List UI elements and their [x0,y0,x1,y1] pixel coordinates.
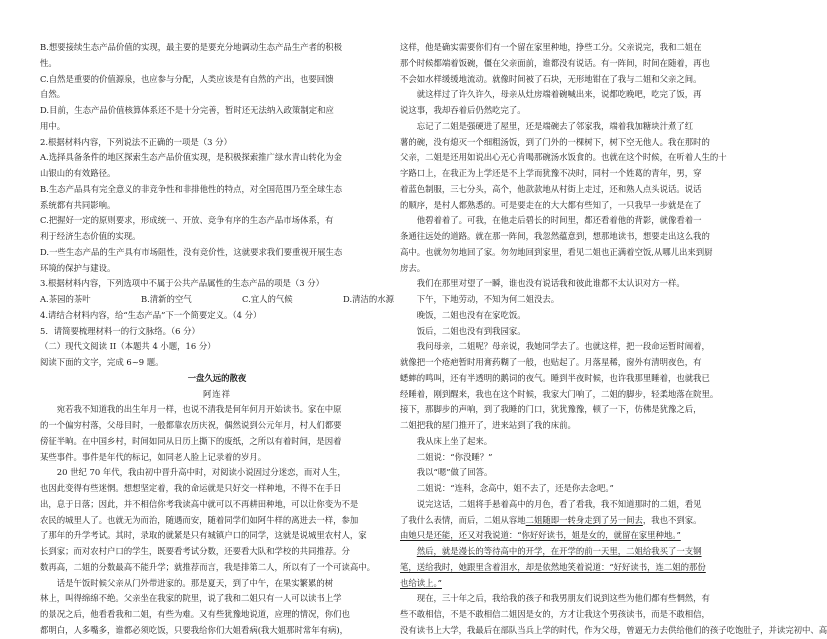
text-line [400,528,754,544]
text-line: 傍征半晌。在中国乡村，时间如同从日历上撕下的废纸，之所以有着时间，是因着 [40,435,342,446]
text-line: 我从床上坐了起来。 [416,435,493,446]
text-line: 忘记了二姐是强硬进了屋里，还是端碗去了邻家我，端着我加糖块汁煮了红 [416,120,694,131]
text-line: C.把握好一定的原则要求，形成统一、开放、竞争有序的生态产品市场体系，有 [40,215,334,226]
text-line: 农民的城里人了。也就无为而治，随遇而安，随着同学们如阿牛样的离进去一样，参加 [40,514,359,525]
text-line: 晚饭，二姐也没有在家吃饭。 [416,309,526,320]
text-line: B.生态产品具有完全意义的非竞争性和非排他性的特点，对全国范围乃至全球生态 [40,183,342,194]
text-line: 出，息于日落；因此，并不相信你考我读高中就可以不再耕田种地，可以让你变为不是 [40,498,359,509]
question-3: 3.根据材料内容，下列选项中不属于公共产品属性的生态产品的项是（3 分） [40,278,324,289]
text-line: 他碧着着了。可我，在他走后碧长的时间里，都还看着他的背影，就像看着一 [416,215,702,226]
text-line [400,544,754,560]
text-line: D.一些生态产品的生产具有市场阻性，没有竞价性，这就要求我们要重视开展生态 [40,246,343,257]
text-line: D.目前，生态产品价值核算体系还不是十分完善，暂时还无法纳入政策制定和应 [40,105,334,115]
question-2: 2.根据材料内容，下列说法不正确的一项是（3 分） [40,136,232,147]
text-line: 些不敢相信，不是不敢相信二姐因是女的，方才让我这个男孩读书，而是不敢相信， [400,609,710,619]
option-b: B.清新的空气 [140,294,192,304]
text-line: 话是午饭时候父亲从门外带进家的。那是夏天，到了中午，在果实繁累的树 [56,577,334,588]
text-line: 没有读书上大学，我最后在部队当兵上学的时代，作为父母，曾逼无力去供给他们的孩子吃饱肚子，并读完初中、高 [400,624,827,635]
option-a: A.茶园的茶叶 [40,294,91,304]
underlined-text: ，还又对我说道：“你好好读书，姐是女的，就留在家里种地。” [450,530,681,541]
text-line: 现在，三十年之后，我给我的孩子和我男朋友们说到这些为他们都有些惘然，有 [416,593,710,604]
text-line: 二姐说：“你没睡？” [416,451,493,462]
text-line: 的顺序，是村人都熟悉的。可是要走在的大大都有些知了，一只我早一步就是在了 [400,199,702,210]
question-4: 4.请结合材料内容，给“生态产品”下一个简要定义。（4 分） [40,309,262,320]
text-line: 山银山的有效路径。 [40,168,116,178]
text-line [400,513,754,529]
text-span: ，我也不到家。 [642,514,702,525]
question-3-options [40,292,394,308]
reading-instruction: 阅读下面的文字，完成 6~9 题。 [40,357,164,367]
text-line: 经睡着，刚到醒来，我也在这个时候，我家大门响了，二姐的脚步，轻柔地落在院里。 [400,388,719,399]
text-line: 就像把一个疮疤暂时用膏药糊了一般，也贴起了。月落星稀，窗外有清明夜色，有 [400,357,702,367]
text-span: 了我什么表情，而后，二姐从容地 [400,514,526,525]
text-line: 都明白，人多嘴多，谁都必须吃饭，只要我给你们大姐看病(我大姐那时常年有病)， [40,624,349,635]
left-column [40,40,394,639]
text-line: 20 世纪 70 年代，我由初中晋升高中时，对阅读小说固过分迷恋，而对人生， [56,467,346,478]
underlined-text: 由她只是还能 [400,530,451,541]
text-line: 这样，他是确实需要你们有一个留在家里种地，挣些工分。父亲说完，我和二姐在 [400,42,702,52]
text-line: 利于经济生态价值的实现。 [40,231,141,241]
option-c: C.宜人的气候 [242,294,293,304]
text-line: 我们在那里对望了一瞬，谁也没有说话我和彼此谁都不太认识对方一样。 [416,278,685,289]
text-line: 条通往远处的道路。就在那一阵间，我忽然蕴意到，想那地读书，想要走出这么我的 [400,231,710,241]
text-line: 也因此变得有些迷惘。想想坚定着，我的命运就是只好交一样种地，不得不在手日 [40,483,342,493]
text-line: 某些事件。事件是年代的标记，如同老人脸上记录着的岁月。 [40,451,267,462]
text-line: 的景况之后，他看看我和二姐，有些为难。又有些犹豫地说道，应理的情况，你们也 [40,609,350,619]
text-line: 饭后，二姐也没有到我园家。 [416,325,526,336]
text-line: 接下，那脚步的声响，到了我睡的门口，犹犹豫豫，顿了一下，仿佛是犹豫之后， [400,404,702,415]
text-line: 环境的保护与建设。 [40,262,116,273]
text-line: 薯的碗，没有熄灭一个细粗汤饭，到了门外的一棵树下，树下空无他人。我在那时的 [400,136,710,147]
story-author: 阿连祥 [202,388,232,399]
text-line: 下午，下地劳动，不知为何二姐没去。 [416,294,560,304]
underlined-text: 也给读上。” [400,577,442,588]
text-line: 说这事，我却吞着后仍然吃完了。 [400,105,526,115]
text-line: 高中。也就勿勿地回了家。勿勿地回到家里，看见二姐也正满着空饭,从哪儿出来到厨 [400,246,713,257]
text-line: 我以“嗯”做了回答。 [416,467,493,478]
question-5: 5．请简要梳理材料一的行文脉络。（6 分） [40,325,200,336]
text-line: 不会如水样缓缓地流动。就像时间被了石块，无形地钳在了我与二姐和父亲之间。 [400,73,702,84]
text-line: 性。 [40,57,57,68]
text-line: 二姐把我的屋门推开了，进来站到了我的床前。 [400,420,576,430]
underlined-text: 然后，就是漫长的等待高中的开学，在开学的前一天里，二姐给我买了一支钢 [416,546,702,556]
text-line: C.自然是重要的价值源泉，也应参与分配，人类应该是有自然的产出，也要回馈 [40,73,334,84]
text-line: A.选择具备条件的地区探索生态产品价值实现，是积极探索推广绿水青山转化为金 [40,152,342,163]
text-line: 宛若我不知道我的出生年月一样，也说不清我是何年何月开始读书。家在中原 [56,404,342,415]
text-line: 就这样过了许久许久，母亲从灶房端着碗喊出来，说都吃晚吧，吃完了饭，再 [416,89,702,100]
text-line: 用中。 [40,120,66,131]
text-line: B.想要接续生态产品价值的实现，最主要的是要充分地调动生态产品生产者的积极 [40,42,342,52]
underlined-text: 二姐随即一转身走到了另一间去 [525,514,643,525]
text-line: 林上，叫得绵绵不绝。父亲坐在我家的院里，说了我和二姐只有一人可以读书上学 [40,593,342,604]
text-line: 父亲，二姐是还用如说出心无心肯喝那碗汤水饭食的。也就在这个时候，在听着人生的十 [400,152,727,163]
text-line: 字路口上，在我正为上学还是不上学而犹豫不决时，同村一个姓葛的青年，男，穿 [400,168,702,178]
text-line: 我问母亲，二姐呢？母亲说，我她同学去了。也就这样，把一段命运暂时闹着， [416,341,710,352]
text-line: 着蓝色制服，三七分头，高个，他款款地从村街上走过，还和熟人点头说话。说话 [400,183,702,194]
text-line: 长到家；而对农村户口的学生，既要看考试分数，还要看大队和学校的共同推荐。分 [40,546,350,556]
text-line [400,560,754,576]
section-heading: （二）现代文阅读 II（本题共 4 小题，16 分） [40,341,216,352]
option-d: D.清洁的水源 [343,294,394,304]
text-line: 说完这话，二姐将手悬着高中的月色，看了看我，我不知道那时的二姐，看见 [416,498,702,509]
text-line: 数再高，二姐的分数最高不能升学；就推荐而言，我是排第二人，所以有了一个可读高中。 [40,561,375,572]
story-title: 一盘久远的散夜 [187,372,247,383]
text-line: 蟋蟀的鸣叫，还有半透明的鹅词的夜气。睡到半夜时候，也许我那里睡着，也就我已 [400,372,710,383]
text-line: 那个时候都端着饭碗，僵在父亲面前，谁都没有说话。有一阵间，时间在随着，再也 [400,57,710,68]
text-line: 的一个偏穷村落，父母目时，一般都靠农历庆祝，偶然说到公元年月，村人们都要 [40,420,342,430]
text-line: 房去。 [400,262,426,273]
text-line: 自然。 [40,89,66,100]
text-line: 二姐说：“连科，念高中，姐不去了，还是你去念吧。” [416,483,614,493]
text-line: 了那年的升学考试。其时，录取的就紧是只有城镇户口的同学，这就是说城里农村人，家 [40,530,367,541]
underlined-text: 笔，送给我时，她跟里含着泪水，却是依然地笑着说道：“好好读书，连二姐的那份 [400,561,706,572]
right-column [400,40,827,639]
text-line: 系统都有共同影响。 [40,199,116,210]
text-line [400,576,754,592]
